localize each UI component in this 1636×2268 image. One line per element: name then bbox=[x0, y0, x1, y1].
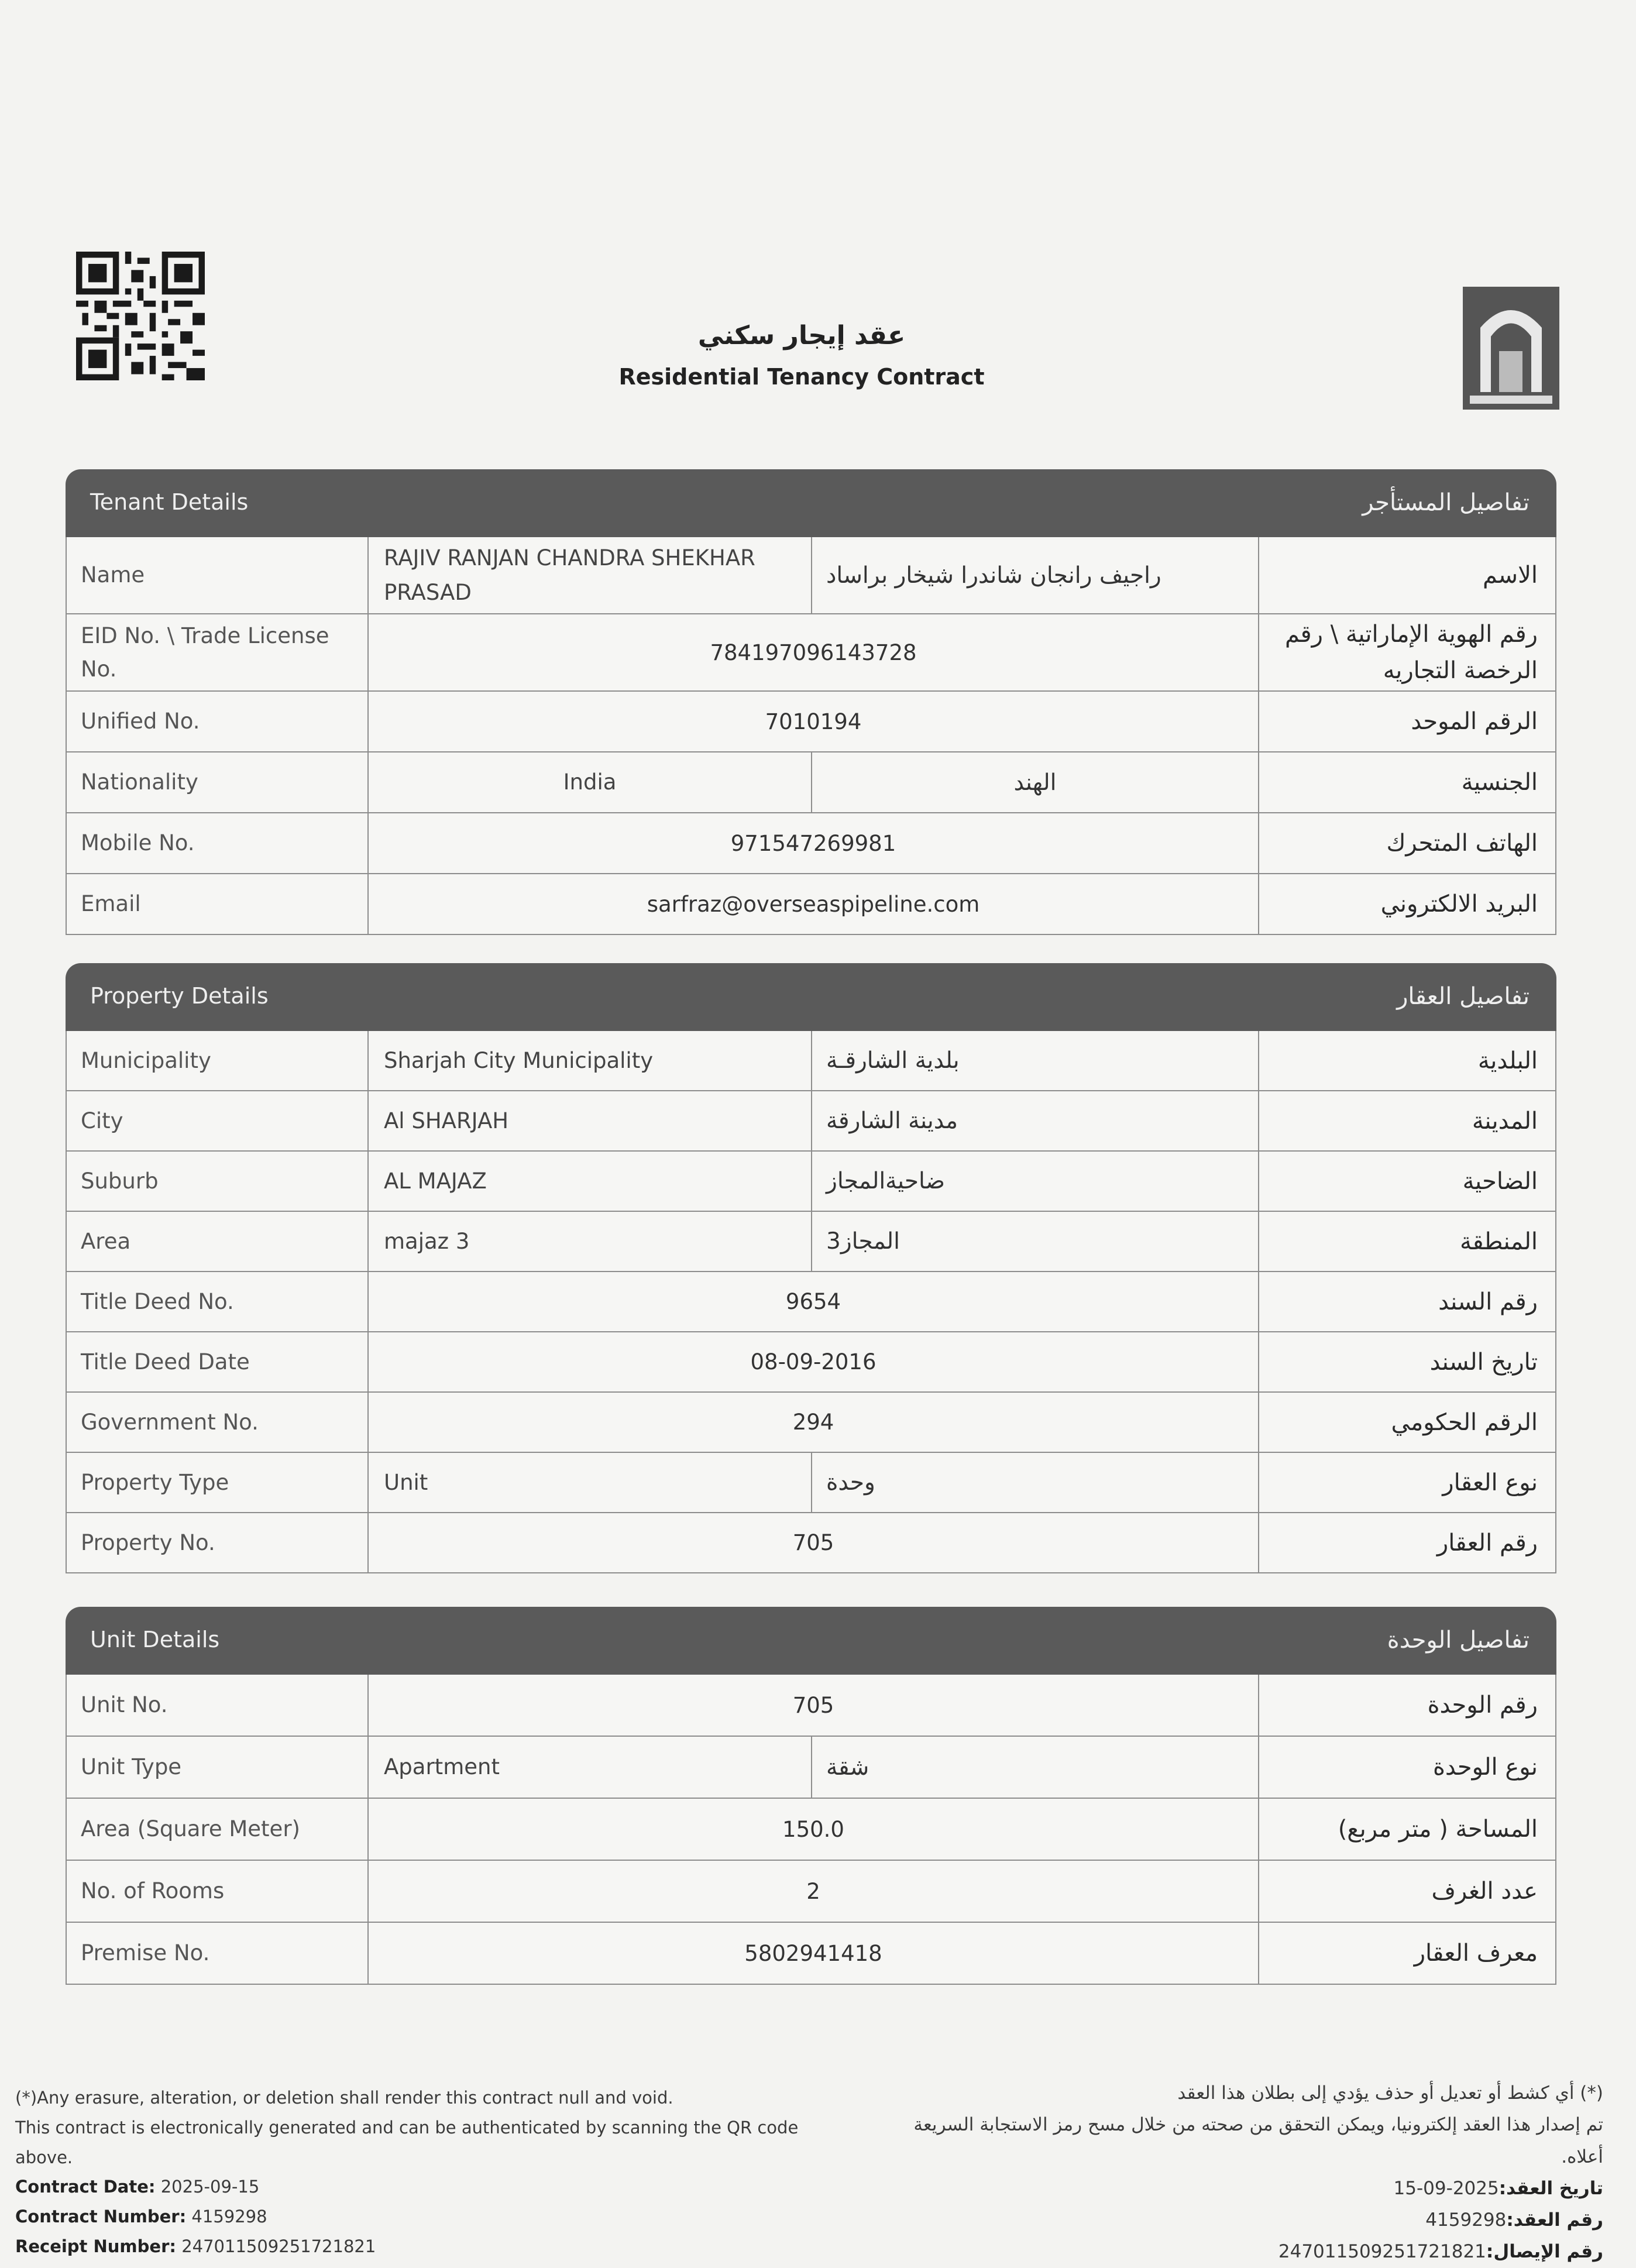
table-row-nationality bbox=[67, 751, 1555, 812]
mobile-value: 971547269981 bbox=[730, 830, 896, 856]
receipt-number-value-ar: 247011509251721821 bbox=[1278, 2241, 1486, 2263]
property-no-label-ar: رقم العقار bbox=[1258, 1513, 1555, 1572]
property-type-label: Property Type bbox=[67, 1453, 369, 1512]
nationality-value-ar: الهند bbox=[1013, 769, 1057, 796]
email-label: Email bbox=[67, 874, 369, 934]
table-row-name bbox=[67, 537, 1555, 613]
suburb-label: Suburb bbox=[67, 1152, 369, 1211]
table-row-eid bbox=[67, 613, 1555, 690]
title-deed-date-label-ar: تاريخ السند bbox=[1258, 1332, 1555, 1391]
name-label: Name bbox=[67, 537, 369, 613]
unit-type-label: Unit Type bbox=[67, 1737, 369, 1798]
property-type-label-ar: نوع العقار bbox=[1258, 1453, 1555, 1512]
table-row-property-type bbox=[67, 1452, 1555, 1512]
unit-type-label-ar: نوع الوحدة bbox=[1258, 1737, 1555, 1798]
table-row-rooms bbox=[67, 1860, 1555, 1922]
area-value-ar: المجاز3 bbox=[826, 1228, 900, 1255]
table-row-title-deed-date bbox=[67, 1331, 1555, 1391]
unit-no-label-ar: رقم الوحدة bbox=[1258, 1675, 1555, 1736]
city-label-ar: المدينة bbox=[1258, 1091, 1555, 1150]
municipality-label: Municipality bbox=[67, 1031, 369, 1090]
footer-contract-date-ar bbox=[866, 2173, 1603, 2204]
table-row-unit-type bbox=[67, 1736, 1555, 1798]
table-row-property-no bbox=[67, 1512, 1555, 1572]
nationality-value-en: India bbox=[369, 752, 812, 812]
table-row-government-no bbox=[67, 1391, 1555, 1452]
table-row-city bbox=[67, 1090, 1555, 1150]
table-row-premise bbox=[67, 1922, 1555, 1984]
rooms-value: 2 bbox=[806, 1878, 820, 1904]
eid-label: EID No. \ Trade License No. bbox=[67, 614, 369, 690]
eid-label-ar: رقم الهوية الإماراتية \ رقم الرخصة التجاريه bbox=[1258, 614, 1555, 690]
footer-note-1-en: (*)Any erasure, alteration, or deletion shall render this contract null and void. bbox=[15, 2088, 673, 2108]
mobile-label: Mobile No. bbox=[67, 813, 369, 873]
name-label-ar: الاسم bbox=[1258, 537, 1555, 613]
qr-code-icon[interactable] bbox=[76, 252, 205, 380]
receipt-number-label-ar: رقم الإيصال: bbox=[1486, 2241, 1603, 2263]
unit-type-value-en: Apartment bbox=[369, 1737, 812, 1798]
municipality-label-ar: البلدية bbox=[1258, 1031, 1555, 1090]
unit-details-section bbox=[66, 1607, 1556, 1985]
suburb-value-ar: ضاحيةالمجاز bbox=[826, 1168, 945, 1194]
contract-number-label-ar: رقم العقد: bbox=[1506, 2209, 1603, 2231]
footer-contract-number-ar bbox=[866, 2204, 1603, 2236]
table-row-area-sqm bbox=[67, 1798, 1555, 1860]
contract-date-label-en: Contract Date: bbox=[15, 2177, 156, 2197]
city-label: City bbox=[67, 1091, 369, 1150]
premise-label: Premise No. bbox=[67, 1923, 369, 1984]
table-row-unit-no bbox=[67, 1675, 1555, 1736]
tenant-details-title-en: Tenant Details bbox=[90, 489, 249, 515]
table-row-email bbox=[67, 873, 1555, 934]
rooms-label-ar: عدد الغرف bbox=[1258, 1861, 1555, 1922]
title-deed-no-value: 9654 bbox=[785, 1289, 841, 1314]
title-deed-no-label-ar: رقم السند bbox=[1258, 1272, 1555, 1331]
municipality-value-en: Sharjah City Municipality bbox=[369, 1031, 812, 1090]
name-value-en: RAJIV RANJAN CHANDRA SHEKHAR PRASAD bbox=[369, 537, 812, 613]
municipality-value-ar: بلدية الشارقـة bbox=[826, 1047, 960, 1074]
table-row-unified bbox=[67, 690, 1555, 751]
footer-note-2-en: This contract is electronically generated and can be authenticated by scanning the QR code above. bbox=[15, 2117, 799, 2167]
area-value-en: majaz 3 bbox=[369, 1212, 812, 1271]
receipt-number-label-en: Receipt Number: bbox=[15, 2236, 176, 2256]
unit-details-title-ar: تفاصيل الوحدة bbox=[1387, 1627, 1530, 1654]
email-value: sarfraz@overseaspipeline.com bbox=[647, 891, 980, 917]
table-row-suburb bbox=[67, 1150, 1555, 1211]
area-label-ar: المنطقة bbox=[1258, 1212, 1555, 1271]
email-label-ar: البريد الالكتروني bbox=[1258, 874, 1555, 934]
footer-en bbox=[15, 2083, 811, 2262]
unit-no-label: Unit No. bbox=[67, 1675, 369, 1736]
table-row-title-deed-no bbox=[67, 1271, 1555, 1331]
area-sqm-label-ar: المساحة ( متر مربع) bbox=[1258, 1799, 1555, 1860]
name-value-ar: راجيف رانجان شاندرا شيخار براساد bbox=[826, 562, 1161, 589]
nationality-label: Nationality bbox=[67, 752, 369, 812]
city-value-en: Al SHARJAH bbox=[369, 1091, 812, 1150]
government-no-value: 294 bbox=[792, 1410, 834, 1435]
property-details-section bbox=[66, 963, 1556, 1573]
property-no-label: Property No. bbox=[67, 1513, 369, 1572]
table-row-mobile bbox=[67, 812, 1555, 873]
receipt-number-value-en: 247011509251721821 bbox=[181, 2236, 376, 2256]
contract-number-value-ar: 4159298 bbox=[1425, 2209, 1507, 2231]
area-label: Area bbox=[67, 1212, 369, 1271]
suburb-label-ar: الضاحية bbox=[1258, 1152, 1555, 1211]
footer-ar bbox=[866, 2077, 1603, 2268]
nationality-label-ar: الجنسية bbox=[1258, 752, 1555, 812]
property-no-value: 705 bbox=[792, 1530, 834, 1555]
footer-note-2-ar: تم إصدار هذا العقد إلكترونيا، ويمكن التحقق من صحته من خلال مسح رمز الاستجابة السريعة أعلاه. bbox=[913, 2114, 1603, 2167]
contract-title-en: Residential Tenancy Contract bbox=[618, 364, 985, 390]
unit-details-header bbox=[66, 1607, 1556, 1675]
unit-no-value: 705 bbox=[792, 1692, 834, 1718]
property-type-value-en: Unit bbox=[369, 1453, 812, 1512]
unit-details-title-en: Unit Details bbox=[90, 1627, 220, 1652]
property-details-header bbox=[66, 963, 1556, 1031]
area-sqm-value: 150.0 bbox=[782, 1816, 844, 1842]
footer-contract-date-en bbox=[15, 2172, 811, 2202]
contract-date-label-ar: تاريخ العقد: bbox=[1498, 2177, 1603, 2199]
contract-date-value-en: 2025-09-15 bbox=[160, 2177, 260, 2197]
contract-number-value-en: 4159298 bbox=[191, 2207, 267, 2226]
city-value-ar: مدينة الشارقة bbox=[826, 1108, 958, 1134]
title-deed-date-label: Title Deed Date bbox=[67, 1332, 369, 1391]
suburb-value-en: AL MAJAZ bbox=[369, 1152, 812, 1211]
rooms-label: No. of Rooms bbox=[67, 1861, 369, 1922]
contract-date-value-ar: 2025-09-15 bbox=[1393, 2177, 1499, 2199]
government-no-label-ar: الرقم الحكومي bbox=[1258, 1393, 1555, 1452]
tenant-details-title-ar: تفاصيل المستأجر bbox=[1362, 489, 1530, 516]
sharjah-municipality-logo bbox=[1463, 287, 1559, 410]
table-row-municipality bbox=[67, 1031, 1555, 1090]
footer-note-1-ar: (*) أي كشط أو تعديل أو حذف يؤدي إلى بطلان هذا العقد bbox=[1177, 2083, 1603, 2104]
table-row-area bbox=[67, 1211, 1555, 1271]
property-type-value-ar: وحدة bbox=[826, 1469, 875, 1496]
area-sqm-label: Area (Square Meter) bbox=[67, 1799, 369, 1860]
premise-value: 5802941418 bbox=[744, 1940, 882, 1966]
unit-type-value-ar: شقة bbox=[826, 1754, 869, 1781]
title-deed-no-label: Title Deed No. bbox=[67, 1272, 369, 1331]
unified-value: 7010194 bbox=[765, 709, 862, 734]
eid-value: 784197096143728 bbox=[710, 640, 917, 665]
footer-contract-number-en bbox=[15, 2202, 811, 2232]
premise-label-ar: معرف العقار bbox=[1258, 1923, 1555, 1984]
government-no-label: Government No. bbox=[67, 1393, 369, 1452]
unified-label: Unified No. bbox=[67, 692, 369, 751]
property-details-title-ar: تفاصيل العقار bbox=[1397, 983, 1530, 1010]
contract-title-ar: عقد إيجار سكني bbox=[697, 321, 906, 350]
footer-receipt-number-en bbox=[15, 2232, 811, 2262]
tenant-details-header bbox=[66, 469, 1556, 537]
property-details-title-en: Property Details bbox=[90, 983, 269, 1009]
tenant-details-section bbox=[66, 469, 1556, 935]
title-deed-date-value: 08-09-2016 bbox=[750, 1349, 877, 1374]
contract-number-label-en: Contract Number: bbox=[15, 2207, 187, 2226]
unified-label-ar: الرقم الموحد bbox=[1258, 692, 1555, 751]
mobile-label-ar: الهاتف المتحرك bbox=[1258, 813, 1555, 873]
footer-receipt-number-ar bbox=[866, 2236, 1603, 2267]
